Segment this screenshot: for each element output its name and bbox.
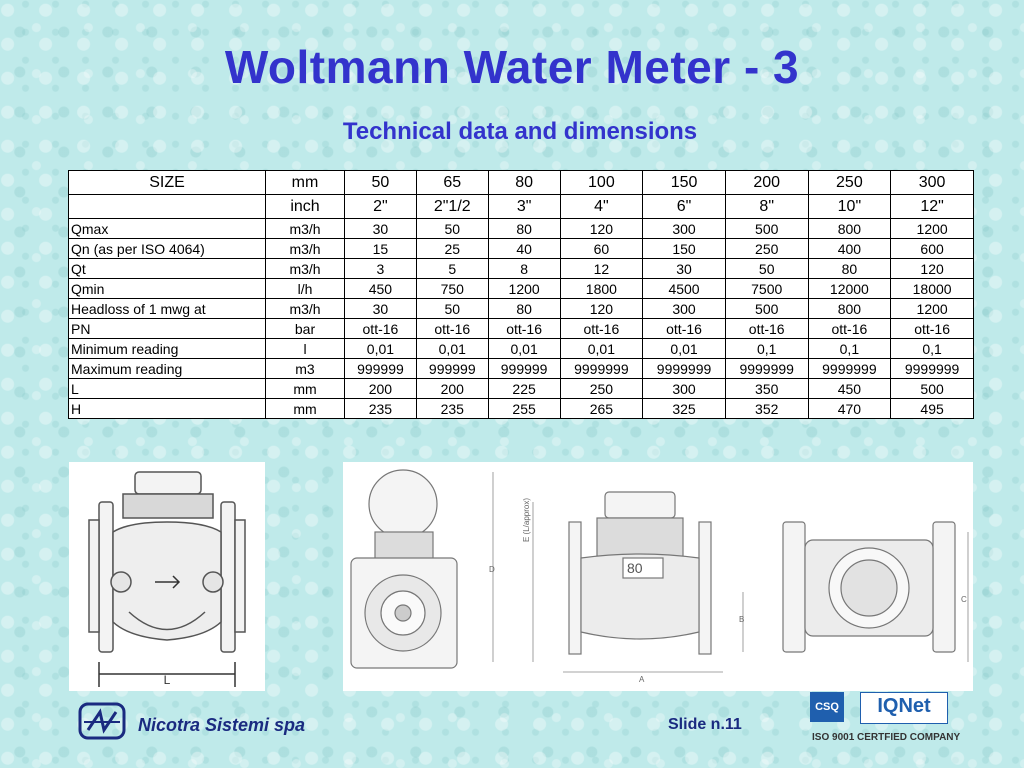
table-cell: 235 bbox=[345, 399, 417, 419]
table-cell: 8" bbox=[725, 195, 808, 219]
meter-side-view-drawing bbox=[69, 462, 265, 691]
table-cell: 0,1 bbox=[725, 339, 808, 359]
table-cell: 300 bbox=[643, 379, 726, 399]
row-label: Headloss of 1 mwg at bbox=[69, 299, 266, 319]
row-unit: l bbox=[266, 339, 345, 359]
table-cell: 250 bbox=[808, 171, 891, 195]
table-cell: 200 bbox=[416, 379, 488, 399]
dim-label-d: D bbox=[489, 565, 495, 574]
table-cell: 470 bbox=[808, 399, 891, 419]
meter-counter-text: 80 bbox=[627, 560, 643, 576]
table-cell: 0,1 bbox=[891, 339, 974, 359]
table-cell: 500 bbox=[725, 299, 808, 319]
table-cell: 800 bbox=[808, 219, 891, 239]
table-cell: 9999999 bbox=[808, 359, 891, 379]
table-cell: 1200 bbox=[891, 299, 974, 319]
row-label: SIZE bbox=[69, 171, 266, 195]
slide-subtitle: Technical data and dimensions bbox=[342, 118, 698, 145]
table-cell: 50 bbox=[345, 171, 417, 195]
table-cell: 300 bbox=[643, 299, 726, 319]
table-row bbox=[69, 399, 974, 419]
table-cell: ott-16 bbox=[416, 319, 488, 339]
row-unit: m3/h bbox=[266, 299, 345, 319]
table-row bbox=[69, 239, 974, 259]
table-cell: ott-16 bbox=[808, 319, 891, 339]
table-cell: ott-16 bbox=[488, 319, 560, 339]
table-cell: 200 bbox=[345, 379, 417, 399]
table-row bbox=[69, 379, 974, 399]
row-unit: m3 bbox=[266, 359, 345, 379]
dim-label-e: E (L/approx) bbox=[522, 497, 531, 542]
nicotra-logo-icon bbox=[78, 700, 126, 747]
table-cell: 9999999 bbox=[560, 359, 643, 379]
row-label: Qmin bbox=[69, 279, 266, 299]
table-cell: 9999999 bbox=[643, 359, 726, 379]
table-cell: 3" bbox=[488, 195, 560, 219]
table-cell: 100 bbox=[560, 171, 643, 195]
row-unit: m3/h bbox=[266, 259, 345, 279]
table-cell: 0,01 bbox=[416, 339, 488, 359]
iqnet-logo: IQNet bbox=[860, 692, 948, 724]
table-row bbox=[69, 319, 974, 339]
row-label: PN bbox=[69, 319, 266, 339]
table-cell: ott-16 bbox=[560, 319, 643, 339]
row-unit: mm bbox=[266, 379, 345, 399]
table-cell: 25 bbox=[416, 239, 488, 259]
table-cell: 4" bbox=[560, 195, 643, 219]
table-cell: 500 bbox=[725, 219, 808, 239]
table-cell: 0,01 bbox=[560, 339, 643, 359]
table-cell: 1200 bbox=[891, 219, 974, 239]
table-row bbox=[69, 279, 974, 299]
table-cell: 30 bbox=[643, 259, 726, 279]
table-cell: 495 bbox=[891, 399, 974, 419]
row-unit: inch bbox=[266, 195, 345, 219]
table-cell: 500 bbox=[891, 379, 974, 399]
row-unit: m3/h bbox=[266, 239, 345, 259]
table-cell: 80 bbox=[488, 299, 560, 319]
row-label: Minimum reading bbox=[69, 339, 266, 359]
table-cell: 2" bbox=[345, 195, 417, 219]
csq-logo: CSQ bbox=[810, 692, 844, 722]
table-cell: 265 bbox=[560, 399, 643, 419]
table-cell: 0,01 bbox=[345, 339, 417, 359]
table-cell: 600 bbox=[891, 239, 974, 259]
row-unit: mm bbox=[266, 171, 345, 195]
table-row bbox=[69, 359, 974, 379]
table-cell: 300 bbox=[643, 219, 726, 239]
table-header-row bbox=[69, 171, 974, 195]
table-cell: 350 bbox=[725, 379, 808, 399]
row-label: Qn (as per ISO 4064) bbox=[69, 239, 266, 259]
row-label: H bbox=[69, 399, 266, 419]
table-cell: 65 bbox=[416, 171, 488, 195]
table-row bbox=[69, 299, 974, 319]
table-cell: 12" bbox=[891, 195, 974, 219]
table-cell: 5 bbox=[416, 259, 488, 279]
table-cell: 999999 bbox=[488, 359, 560, 379]
table-cell: ott-16 bbox=[725, 319, 808, 339]
table-cell: 12000 bbox=[808, 279, 891, 299]
table-cell: 255 bbox=[488, 399, 560, 419]
table-cell: 999999 bbox=[416, 359, 488, 379]
table-cell: 0,01 bbox=[488, 339, 560, 359]
table-row bbox=[69, 339, 974, 359]
dim-label-b: B bbox=[739, 615, 745, 624]
slide-title: Woltmann Water Meter - 3 bbox=[224, 41, 800, 93]
table-cell: 120 bbox=[560, 219, 643, 239]
table-cell: ott-16 bbox=[345, 319, 417, 339]
table-cell: 18000 bbox=[891, 279, 974, 299]
iso-certification-text: ISO 9001 CERTFIED COMPANY bbox=[812, 732, 961, 743]
table-cell: ott-16 bbox=[643, 319, 726, 339]
table-cell: 250 bbox=[725, 239, 808, 259]
table-cell: 60 bbox=[560, 239, 643, 259]
row-label: L bbox=[69, 379, 266, 399]
row-unit: bar bbox=[266, 319, 345, 339]
table-cell: 40 bbox=[488, 239, 560, 259]
row-unit: mm bbox=[266, 399, 345, 419]
table-cell: 50 bbox=[416, 219, 488, 239]
table-cell: 10" bbox=[808, 195, 891, 219]
row-label: Qt bbox=[69, 259, 266, 279]
row-unit: m3/h bbox=[266, 219, 345, 239]
table-cell: 150 bbox=[643, 239, 726, 259]
table-header-row bbox=[69, 195, 974, 219]
table-cell: 50 bbox=[725, 259, 808, 279]
table-cell: 0,1 bbox=[808, 339, 891, 359]
table-cell: 2"1/2 bbox=[416, 195, 488, 219]
length-dimension-label: L bbox=[163, 673, 171, 687]
table-cell: 800 bbox=[808, 299, 891, 319]
table-cell: 325 bbox=[643, 399, 726, 419]
meter-dimension-drawings bbox=[343, 462, 973, 691]
table-cell: 750 bbox=[416, 279, 488, 299]
table-cell: 352 bbox=[725, 399, 808, 419]
table-cell: 7500 bbox=[725, 279, 808, 299]
company-name: Nicotra Sistemi spa bbox=[138, 715, 306, 735]
meter-side-view-svg bbox=[69, 462, 265, 691]
table-cell: 6" bbox=[643, 195, 726, 219]
technical-data-table bbox=[68, 170, 974, 419]
table-cell: 225 bbox=[488, 379, 560, 399]
table-cell: 150 bbox=[643, 171, 726, 195]
row-label bbox=[69, 195, 266, 219]
table-cell: 9999999 bbox=[891, 359, 974, 379]
table-cell: 1200 bbox=[488, 279, 560, 299]
table-cell: 120 bbox=[560, 299, 643, 319]
table-cell: 15 bbox=[345, 239, 417, 259]
table-cell: 120 bbox=[891, 259, 974, 279]
table-cell: 200 bbox=[725, 171, 808, 195]
table-cell: 12 bbox=[560, 259, 643, 279]
dim-label-c: C bbox=[961, 595, 967, 604]
table-cell: 4500 bbox=[643, 279, 726, 299]
row-label: Maximum reading bbox=[69, 359, 266, 379]
table-cell: 235 bbox=[416, 399, 488, 419]
table-cell: 30 bbox=[345, 219, 417, 239]
table-cell: 80 bbox=[488, 219, 560, 239]
table-cell: 400 bbox=[808, 239, 891, 259]
table-cell: 450 bbox=[345, 279, 417, 299]
table-cell: 8 bbox=[488, 259, 560, 279]
table-cell: 80 bbox=[808, 259, 891, 279]
table-row bbox=[69, 219, 974, 239]
table-cell: 9999999 bbox=[725, 359, 808, 379]
table-cell: 450 bbox=[808, 379, 891, 399]
dim-label-a: A bbox=[639, 675, 645, 684]
table-cell: 1800 bbox=[560, 279, 643, 299]
table-cell: ott-16 bbox=[891, 319, 974, 339]
table-cell: 30 bbox=[345, 299, 417, 319]
table-cell: 50 bbox=[416, 299, 488, 319]
slide-number: Slide n.11 bbox=[668, 716, 742, 733]
row-label: Qmax bbox=[69, 219, 266, 239]
table-cell: 0,01 bbox=[643, 339, 726, 359]
table-cell: 300 bbox=[891, 171, 974, 195]
table-cell: 250 bbox=[560, 379, 643, 399]
table-row bbox=[69, 259, 974, 279]
table-cell: 999999 bbox=[345, 359, 417, 379]
row-unit: l/h bbox=[266, 279, 345, 299]
table-cell: 3 bbox=[345, 259, 417, 279]
meter-dimension-svg bbox=[343, 462, 973, 691]
table-cell: 80 bbox=[488, 171, 560, 195]
